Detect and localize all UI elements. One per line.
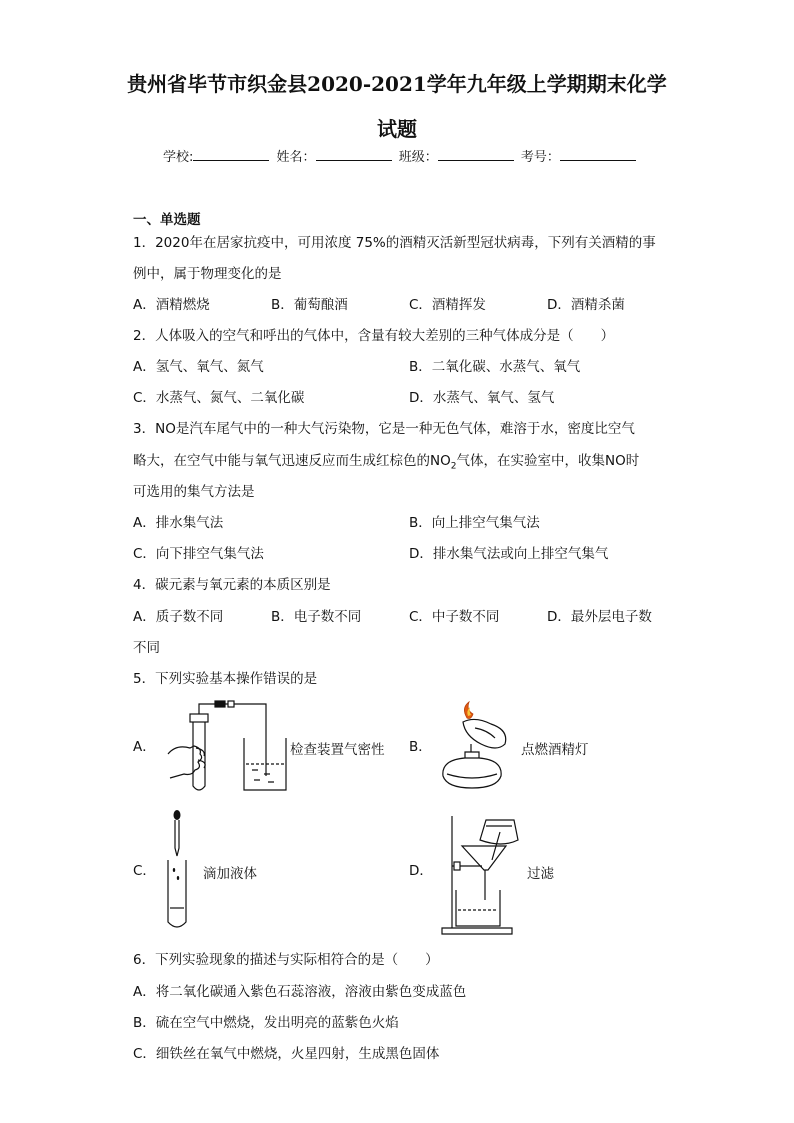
q6-option-a[interactable]: A．将二氧化碳通入紫色石蕊溶液，溶液由紫色变成蓝色 (133, 984, 467, 1000)
q1-option-d[interactable]: D．酒精杀菌 (547, 297, 625, 313)
name-label: 姓名： (276, 150, 316, 165)
exam-title-line2: 试题 (377, 117, 417, 141)
name-blank[interactable] (316, 148, 392, 161)
q4-option-d-continued: 不同 (133, 640, 160, 656)
q3-stem-line2 (133, 452, 639, 476)
q2-option-b[interactable]: B．二氧化碳、水蒸气、氧气 (409, 359, 581, 375)
school-label: 学校: (163, 150, 194, 165)
q5-option-b-caption: 点燃酒精灯 (521, 742, 589, 758)
section-title: 一、单选题 (133, 212, 201, 228)
q1-stem-line1: 1．2020年在居家抗疫中，可用浓度 75%的酒精灭活新型冠状病毒，下列有关酒精的事 (133, 235, 656, 251)
q4-option-a[interactable]: A．质子数不同 (133, 609, 224, 625)
student-info-row (163, 146, 639, 165)
q5-option-d-label[interactable]: D． (409, 863, 433, 879)
exam-no-blank[interactable] (560, 148, 636, 161)
q4-option-d[interactable]: D．最外层电子数 (547, 609, 652, 625)
q1-stem-line2: 例中，属于物理变化的是 (133, 266, 282, 282)
q5-option-a-label[interactable]: A． (133, 739, 156, 755)
q2-option-a[interactable]: A．氢气、氧气、氮气 (133, 359, 264, 375)
q3-stem-line2-a: 略大，在空气中能与氧气迅速反应而生成红棕色的NO (133, 453, 451, 469)
q1-option-b[interactable]: B．葡萄酿酒 (271, 297, 348, 313)
alcohol-lamp-figure (435, 700, 521, 792)
q3-stem-line3: 可选用的集气方法是 (133, 484, 255, 500)
q3-option-b[interactable]: B．向上排空气集气法 (409, 515, 540, 531)
q6-stem: 6．下列实验现象的描述与实际相符合的是（ ） (133, 952, 439, 968)
q2-option-d[interactable]: D．水蒸气、氧气、氢气 (409, 390, 555, 406)
q6-option-b[interactable]: B．硫在空气中燃烧，发出明亮的蓝紫色火焰 (133, 1015, 399, 1031)
exam-title-line1: 贵州省毕节市织金县2020-2021学年九年级上学期期末化学 (127, 72, 667, 96)
q3-option-c[interactable]: C．向下排空气集气法 (133, 546, 264, 562)
q2-stem: 2．人体吸入的空气和呼出的气体中，含量有较大差别的三种气体成分是（ ） (133, 328, 615, 344)
q4-option-c[interactable]: C．中子数不同 (409, 609, 500, 625)
q6-option-c[interactable]: C．细铁丝在氧气中燃烧，火星四射，生成黑色固体 (133, 1046, 440, 1062)
exam-no-label: 考号： (520, 150, 560, 165)
q2-option-c[interactable]: C．水蒸气、氮气、二氧化碳 (133, 390, 305, 406)
q5-option-d-caption: 过滤 (527, 866, 554, 882)
q5-stem: 5．下列实验基本操作错误的是 (133, 671, 318, 687)
school-blank[interactable] (193, 148, 269, 161)
q4-option-b[interactable]: B．电子数不同 (271, 609, 362, 625)
q3-stem-line1: 3．NO是汽车尾气中的一种大气污染物，它是一种无色气体，难溶于水，密度比空气 (133, 421, 635, 437)
q3-subscript: 2 (450, 461, 457, 472)
q3-option-d[interactable]: D．排水集气法或向上排空气集气 (409, 546, 609, 562)
q5-option-a-caption: 检查装置气密性 (290, 742, 385, 758)
q4-stem: 4．碳元素与氧元素的本质区别是 (133, 577, 331, 593)
q5-option-c-label[interactable]: C． (133, 863, 156, 879)
class-label: 班级： (398, 150, 438, 165)
q5-option-c-caption: 滴加液体 (203, 866, 257, 882)
q5-option-b-label[interactable]: B． (409, 739, 432, 755)
filtration-figure (432, 812, 528, 940)
q3-stem-line2-b: 气体，在实验室中，收集NO时 (456, 453, 640, 469)
q1-option-a[interactable]: A．酒精燃烧 (133, 297, 210, 313)
dropper-test-tube-figure (162, 808, 192, 932)
q3-option-a[interactable]: A．排水集气法 (133, 515, 224, 531)
q1-option-c[interactable]: C．酒精挥发 (409, 297, 486, 313)
class-blank[interactable] (438, 148, 514, 161)
airtightness-check-figure (160, 698, 290, 798)
